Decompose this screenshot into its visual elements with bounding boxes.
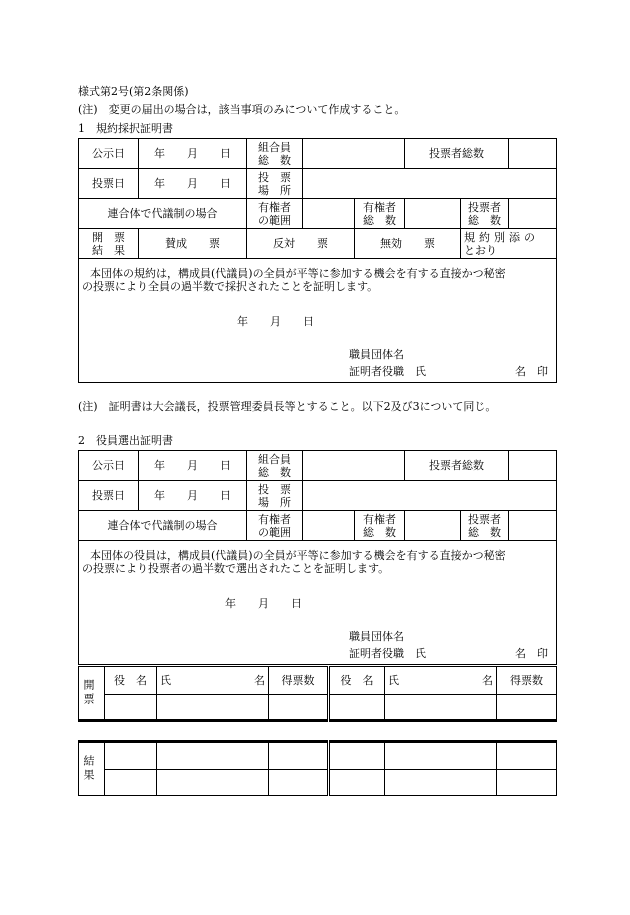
- touhyo-basho-value[interactable]: [303, 169, 557, 199]
- cell-tokuhyo-2a[interactable]: [497, 695, 557, 721]
- touhyobi-date-2: 年 月 日: [139, 481, 247, 511]
- cert-date-2: 年 月 日: [225, 597, 302, 610]
- kumiai-value-2[interactable]: [303, 451, 405, 481]
- shomeisha-label: 証明者役職 氏: [349, 365, 426, 378]
- col-tokuhyo-1: 得票数: [269, 667, 329, 695]
- touhyosha-total-label-2: 投票者 総 数: [461, 511, 509, 541]
- col-yaku-1: 役 名: [105, 667, 157, 695]
- yukensha-total-label-2: 有権者 総 数: [355, 511, 405, 541]
- cert-date: 年 月 日: [237, 315, 314, 328]
- cell-shimei-1c[interactable]: [157, 770, 269, 796]
- yukensha-total-value[interactable]: [405, 199, 461, 229]
- results-table-bottom: [78, 740, 557, 796]
- cell-tokuhyo-1a[interactable]: [269, 695, 329, 721]
- rengo-label-2: 連合体で代議制の場合: [79, 511, 247, 541]
- cert-text-2-1: 本団体の役員は，構成員(代議員)の全員が平等に参加する機会を有する直接かつ秘密: [90, 549, 506, 562]
- mei-in-label-2: 名 印: [515, 647, 548, 660]
- kouji-date: 年 月 日: [139, 139, 247, 169]
- certification-box: [79, 259, 557, 383]
- touhyosha-total-label: 投票者 総 数: [461, 199, 509, 229]
- kekka-label: 結果: [79, 742, 105, 796]
- rengo-label: 連合体で代議制の場合: [79, 199, 247, 229]
- touhyo-basho-value-2[interactable]: [303, 481, 557, 511]
- kouji-date-2: 年 月 日: [139, 451, 247, 481]
- cell-yaku-1c[interactable]: [105, 770, 157, 796]
- yukensha-range-value[interactable]: [303, 199, 355, 229]
- yukensha-range-label-2: 有権者 の範囲: [247, 511, 303, 541]
- mukou-votes: 無効 票: [355, 229, 461, 259]
- shomeisha-label-2: 証明者役職 氏: [349, 647, 426, 660]
- col-shimei-1: 氏 名: [157, 667, 269, 695]
- kiyaku-attached: 規約別添の とおり: [461, 229, 557, 259]
- mei-in-label: 名 印: [515, 365, 548, 378]
- touhyosha-total-value-2[interactable]: [509, 511, 557, 541]
- section1-table: [78, 138, 557, 383]
- touhyobi-label-2: 投票日: [79, 481, 139, 511]
- section1-note: (注) 証明書は大会議長，投票管理委員長等とすること。以下2及び3について同じ。: [78, 400, 497, 413]
- touhyoshasu-label: 投票者総数: [405, 139, 509, 169]
- touhyosha-total-value[interactable]: [509, 199, 557, 229]
- kumiai-label-2: 組合員 総 数: [247, 451, 303, 481]
- col-yaku-2: 役 名: [329, 667, 385, 695]
- kaihyo-label: 開票: [79, 667, 105, 721]
- note-change: (注) 変更の届出の場合は，該当事項のみについて作成すること。: [78, 103, 406, 116]
- touhyo-basho-label: 投 票 場 所: [247, 169, 303, 199]
- kouji-label: 公示日: [79, 139, 139, 169]
- touhyo-basho-label-2: 投 票 場 所: [247, 481, 303, 511]
- section2-table: [78, 450, 557, 665]
- hantai-votes: 反対 票: [247, 229, 355, 259]
- cert-text-1: 本団体の規約は，構成員(代議員)の全員が平等に参加する機会を有する直接かつ秘密: [90, 267, 506, 280]
- cell-tokuhyo-1c[interactable]: [269, 770, 329, 796]
- cell-tokuhyo-2c[interactable]: [497, 770, 557, 796]
- dantai-name-label-2: 職員団体名: [349, 630, 404, 643]
- cell-shimei-1b[interactable]: [157, 742, 269, 770]
- cell-tokuhyo-2b[interactable]: [497, 742, 557, 770]
- yukensha-range-label: 有権者 の範囲: [247, 199, 303, 229]
- form-title: 様式第2号(第2条関係): [78, 85, 189, 98]
- cell-tokuhyo-1b[interactable]: [269, 742, 329, 770]
- yukensha-range-value-2[interactable]: [303, 511, 355, 541]
- cell-yaku-2a[interactable]: [329, 695, 385, 721]
- cert-text-2: の投票により全員の過半数で採択されたことを証明します。: [82, 280, 379, 293]
- touhyobi-date: 年 月 日: [139, 169, 247, 199]
- col-tokuhyo-2: 得票数: [497, 667, 557, 695]
- kumiai-label: 組合員 総 数: [247, 139, 303, 169]
- sansei-votes: 賛成 票: [139, 229, 247, 259]
- touhyoshasu-value[interactable]: [509, 139, 557, 169]
- cell-yaku-2c[interactable]: [329, 770, 385, 796]
- cell-shimei-2a[interactable]: [385, 695, 497, 721]
- cell-yaku-1b[interactable]: [105, 742, 157, 770]
- cell-shimei-1a[interactable]: [157, 695, 269, 721]
- section2-title: 2 役員選出証明書: [78, 434, 173, 447]
- cell-yaku-2b[interactable]: [329, 742, 385, 770]
- kouji-label-2: 公示日: [79, 451, 139, 481]
- results-table-top: [78, 666, 557, 722]
- cell-yaku-1a[interactable]: [105, 695, 157, 721]
- touhyoshasu-value-2[interactable]: [509, 451, 557, 481]
- section1-title: 1 規約採択証明書: [78, 122, 173, 135]
- kumiai-value[interactable]: [303, 139, 405, 169]
- yukensha-total-value-2[interactable]: [405, 511, 461, 541]
- col-shimei-2: 氏 名: [385, 667, 497, 695]
- kaihyo-kekka-label: 開 票 結 果: [79, 229, 139, 259]
- cell-shimei-2c[interactable]: [385, 770, 497, 796]
- touhyobi-label: 投票日: [79, 169, 139, 199]
- cert-text-2-2: の投票により投票者の過半数で選出されたことを証明します。: [82, 562, 390, 575]
- cell-shimei-2b[interactable]: [385, 742, 497, 770]
- touhyoshasu-label-2: 投票者総数: [405, 451, 509, 481]
- certification-box-2: [79, 541, 557, 665]
- yukensha-total-label: 有権者 総 数: [355, 199, 405, 229]
- dantai-name-label: 職員団体名: [349, 348, 404, 361]
